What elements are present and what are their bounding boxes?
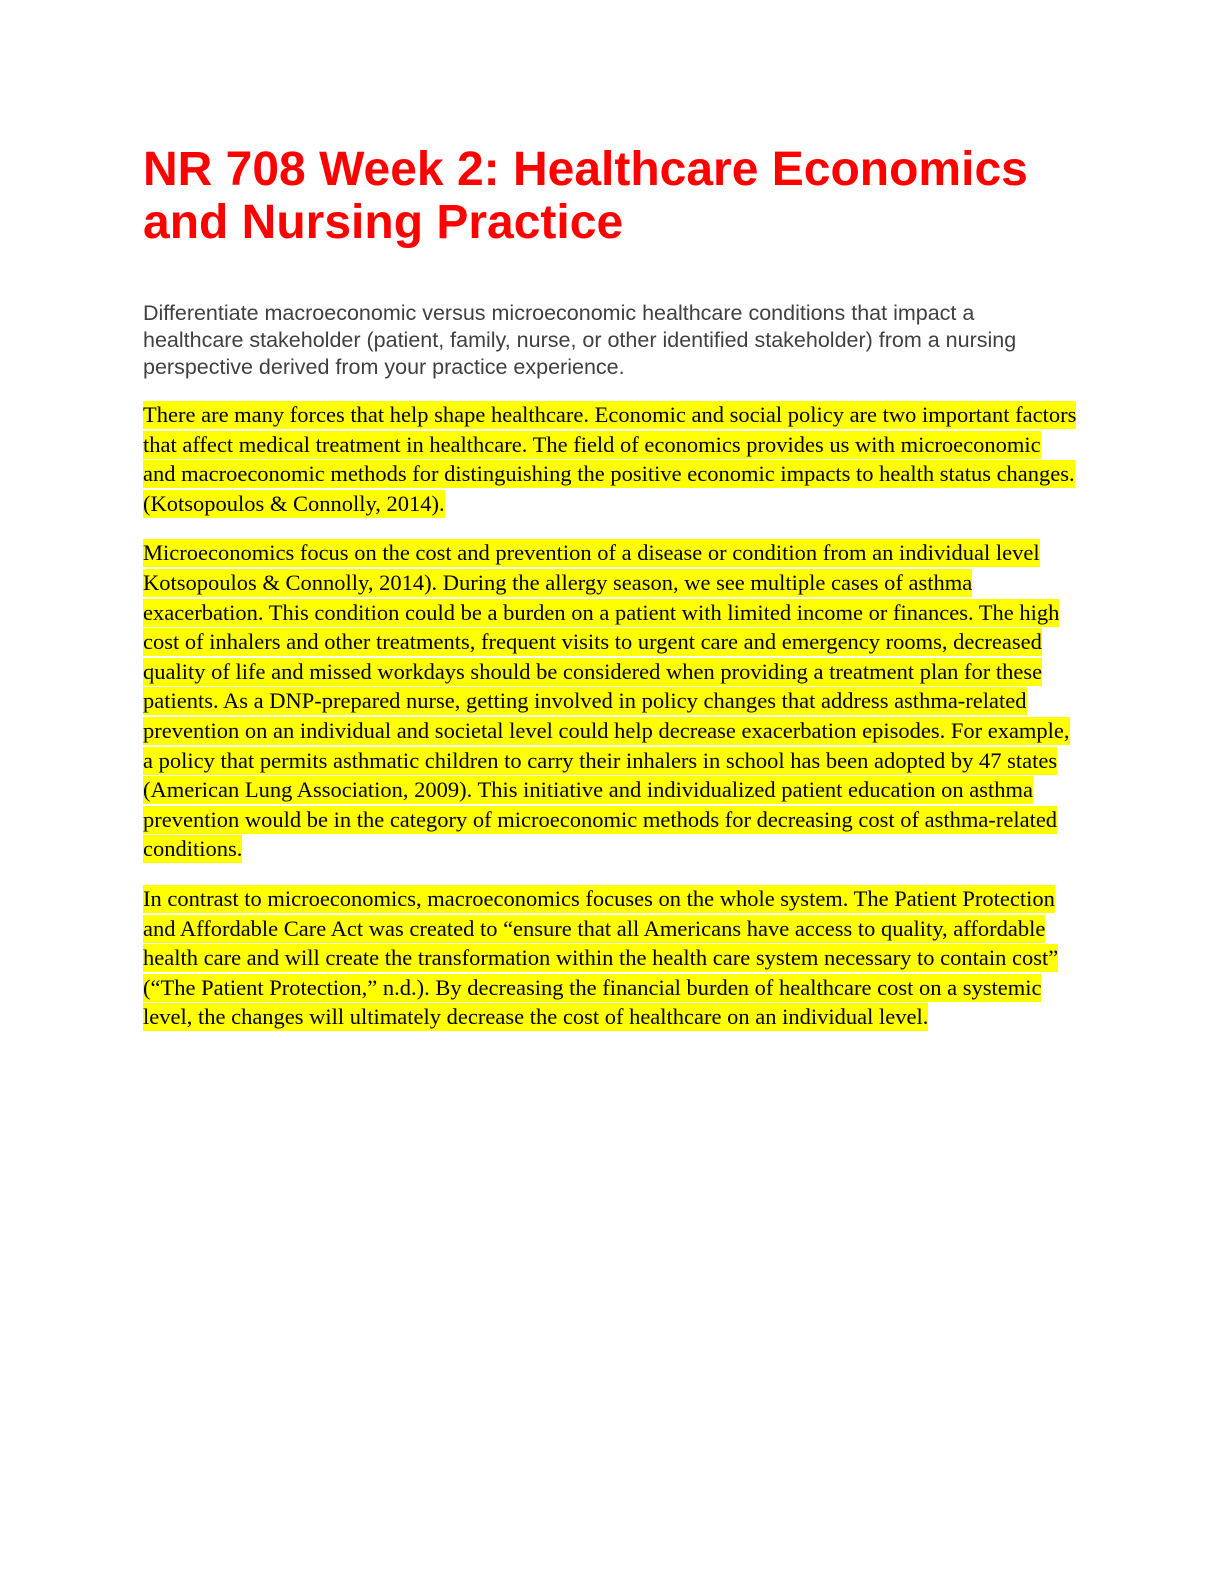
paragraph-2 (143, 538, 1078, 864)
paragraph-1 (143, 400, 1078, 518)
highlighted-text: There are many forces that help shape healthcare. Economic and social policy are two important factors that affect medical treatment in healthcare. The field of economics provides us with microeconomic and macroeconomic methods for distinguishing the positive economic impacts to health status changes. (Kotsopoulos & Connolly, 2014). (143, 402, 1077, 516)
highlighted-text: In contrast to microeconomics, macroeconomics focuses on the whole system. The Patient Protection and Affordable Care Act was created to “ensure that all Americans have access to quality, affordable health care and will create the transformation within the health care system necessary to contain cost” (“The Patient Protection,” n.d.). By decreasing the financial burden of healthcare cost on a systemic level, the changes will ultimately decrease the cost of healthcare on an individual level. (143, 885, 1059, 1030)
highlighted-text: Microeconomics focus on the cost and prevention of a disease or condition from an individual level Kotsopoulos & Connolly, 2014). During the allergy season, we see multiple cases of asthma exacerbation. This condition could be a burden on a patient with limited income or finances. The high cost of inhalers and other treatments, frequent visits to urgent care and emergency rooms, decreased quality of life and missed workdays should be considered when providing a treatment plan for these patients. As a DNP-prepared nurse, getting involved in policy changes that address asthma-related prevention on an individual and societal level could help decrease exacerbation episodes. For example, a policy that permits asthmatic children to carry their inhalers in school has been adopted by 47 states (American Lung Association, 2009). This initiative and individualized patient education on asthma prevention would be in the category of microeconomic methods for decreasing cost of asthma-related conditions. (143, 540, 1070, 862)
document-page (143, 143, 1078, 1032)
paragraph-3 (143, 884, 1078, 1032)
document-title: NR 708 Week 2: Healthcare Economics and Nursing Practice (143, 143, 1028, 249)
assignment-prompt: Differentiate macroeconomic versus microeconomic healthcare conditions that impact a healthcare stakeholder (patient, family, nurse, or other identified stakeholder) from a nursing perspective derived from your practice experience. (143, 301, 1017, 379)
